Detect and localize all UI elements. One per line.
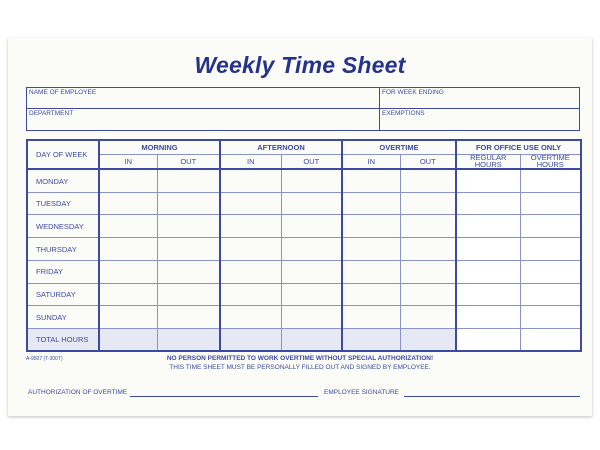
time-entry-cell[interactable] (400, 238, 456, 261)
time-entry-cell[interactable] (520, 192, 581, 215)
time-entry-cell[interactable] (220, 260, 281, 283)
total-regular-hours-cell[interactable] (456, 329, 520, 351)
day-row (27, 215, 581, 238)
day-row (27, 169, 581, 192)
time-entry-cell[interactable] (400, 169, 456, 192)
time-entry-cell[interactable] (520, 306, 581, 329)
time-entry-cell[interactable] (342, 260, 400, 283)
day-label: WEDNESDAY (27, 215, 99, 238)
morning-header: MORNING (99, 140, 220, 154)
week-ending-field[interactable]: FOR WEEK ENDING (382, 89, 444, 96)
time-entry-cell[interactable] (342, 283, 400, 306)
overtime-in-header: IN (342, 154, 400, 169)
time-entry-cell[interactable] (400, 306, 456, 329)
afternoon-header: AFTERNOON (220, 140, 342, 154)
header-divider (27, 108, 579, 109)
office-use-header: FOR OFFICE USE ONLY (456, 140, 581, 154)
employee-signature-label: EMPLOYEE SIGNATURE (324, 389, 400, 396)
time-entry-cell[interactable] (157, 260, 220, 283)
total-hours-label: TOTAL HOURS (27, 329, 99, 351)
time-entry-cell[interactable] (220, 215, 281, 238)
time-grid (26, 139, 582, 352)
total-cell[interactable] (157, 329, 220, 351)
day-row (27, 260, 581, 283)
time-entry-cell[interactable] (456, 260, 520, 283)
day-row (27, 192, 581, 215)
total-cell[interactable] (99, 329, 157, 351)
day-of-week-header: DAY OF WEEK (27, 140, 99, 169)
time-entry-cell[interactable] (99, 283, 157, 306)
overtime-header: OVERTIME (342, 140, 456, 154)
header-vertical-divider (379, 88, 380, 130)
time-entry-cell[interactable] (400, 283, 456, 306)
time-entry-cell[interactable] (99, 192, 157, 215)
time-entry-cell[interactable] (157, 169, 220, 192)
day-row (27, 238, 581, 261)
day-label: MONDAY (27, 169, 99, 192)
time-entry-cell[interactable] (157, 192, 220, 215)
time-entry-cell[interactable] (400, 215, 456, 238)
time-entry-cell[interactable] (99, 306, 157, 329)
authorization-of-overtime-label: AUTHORIZATION OF OVERTIME (28, 389, 128, 396)
overtime-hours-header: OVERTIME HOURS (520, 154, 581, 169)
time-entry-cell[interactable] (342, 169, 400, 192)
time-entry-cell[interactable] (220, 238, 281, 261)
day-label: FRIDAY (27, 260, 99, 283)
time-entry-cell[interactable] (400, 260, 456, 283)
form-title: Weekly Time Sheet (194, 52, 406, 78)
time-entry-cell[interactable] (342, 215, 400, 238)
time-entry-cell[interactable] (400, 192, 456, 215)
form-number: A-9507 (T-300T) (26, 356, 63, 362)
time-entry-cell[interactable] (456, 283, 520, 306)
time-entry-cell[interactable] (157, 306, 220, 329)
time-entry-cell[interactable] (456, 215, 520, 238)
time-entry-cell[interactable] (520, 169, 581, 192)
time-entry-cell[interactable] (456, 238, 520, 261)
time-entry-cell[interactable] (99, 260, 157, 283)
regular-hours-header: REGULAR HOURS (456, 154, 520, 169)
time-entry-cell[interactable] (342, 192, 400, 215)
total-overtime-hours-cell[interactable] (520, 329, 581, 351)
morning-out-header: OUT (157, 154, 220, 169)
day-label: SUNDAY (27, 306, 99, 329)
time-entry-cell[interactable] (281, 238, 342, 261)
time-entry-cell[interactable] (281, 192, 342, 215)
signature-notice: THIS TIME SHEET MUST BE PERSONALLY FILLED OUT AND SIGNED BY EMPLOYEE. (169, 364, 431, 371)
time-entry-cell[interactable] (99, 169, 157, 192)
time-entry-cell[interactable] (342, 306, 400, 329)
day-row (27, 283, 581, 306)
time-entry-cell[interactable] (281, 215, 342, 238)
day-row (27, 306, 581, 329)
time-entry-cell[interactable] (99, 215, 157, 238)
afternoon-in-header: IN (220, 154, 281, 169)
department-field[interactable]: DEPARTMENT (29, 110, 74, 117)
employee-signature-line[interactable] (404, 396, 580, 397)
morning-in-header: IN (99, 154, 157, 169)
time-entry-cell[interactable] (281, 283, 342, 306)
exemptions-field[interactable]: EXEMPTIONS (382, 110, 425, 117)
time-sheet-form (8, 38, 592, 416)
time-entry-cell[interactable] (220, 192, 281, 215)
total-cell[interactable] (281, 329, 342, 351)
afternoon-out-header: OUT (281, 154, 342, 169)
day-label: TUESDAY (27, 192, 99, 215)
time-entry-cell[interactable] (520, 260, 581, 283)
time-entry-cell[interactable] (520, 238, 581, 261)
authorization-signature-line[interactable] (130, 396, 318, 397)
total-cell[interactable] (342, 329, 400, 351)
time-entry-cell[interactable] (157, 215, 220, 238)
time-entry-cell[interactable] (520, 283, 581, 306)
employee-info-box (26, 87, 580, 131)
time-entry-cell[interactable] (281, 169, 342, 192)
overtime-notice: NO PERSON PERMITTED TO WORK OVERTIME WITHOUT SPECIAL AUTHORIZATION! (166, 355, 434, 362)
total-cell[interactable] (220, 329, 281, 351)
day-label: THURSDAY (27, 238, 99, 261)
total-cell[interactable] (400, 329, 456, 351)
day-label: SATURDAY (27, 283, 99, 306)
overtime-out-header: OUT (400, 154, 456, 169)
time-entry-cell[interactable] (456, 306, 520, 329)
time-entry-cell[interactable] (456, 169, 520, 192)
time-entry-cell[interactable] (281, 306, 342, 329)
time-entry-cell[interactable] (99, 238, 157, 261)
time-entry-cell[interactable] (157, 238, 220, 261)
time-entry-cell[interactable] (281, 260, 342, 283)
name-of-employee-field[interactable]: NAME OF EMPLOYEE (29, 89, 97, 96)
time-entry-cell[interactable] (157, 283, 220, 306)
time-entry-cell[interactable] (220, 283, 281, 306)
time-entry-cell[interactable] (220, 306, 281, 329)
time-entry-cell[interactable] (520, 215, 581, 238)
time-entry-cell[interactable] (342, 238, 400, 261)
time-entry-cell[interactable] (456, 192, 520, 215)
time-entry-cell[interactable] (220, 169, 281, 192)
